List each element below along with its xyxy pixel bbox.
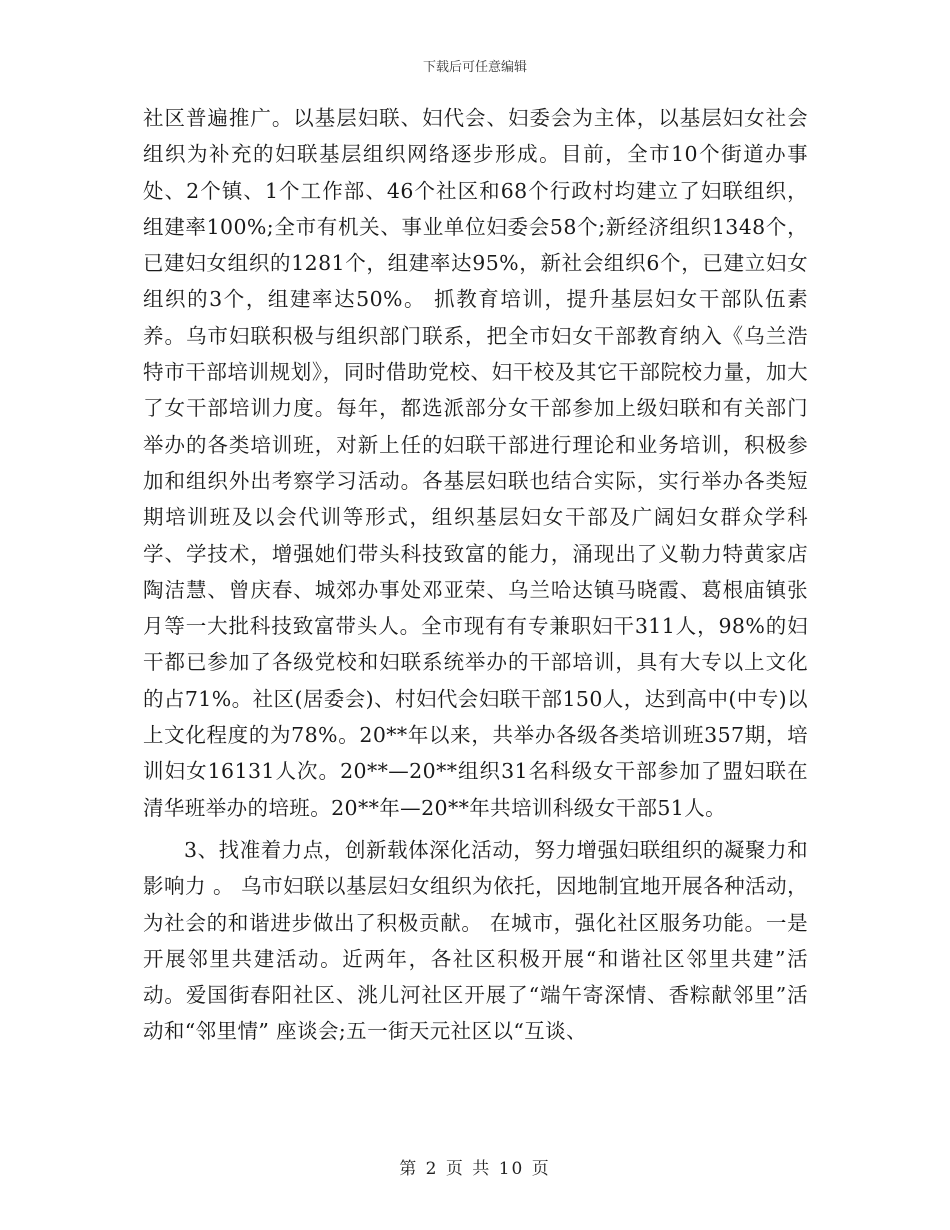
page-number-footer: 第 2 页 共 10 页 — [399, 1159, 551, 1179]
body-paragraph-1: 社区普遍推广。以基层妇联、妇代会、妇委会为主体，以基层妇女社会组织为补充的妇联基层组织网络逐步形成。目前，全市10个街道办事处、2个镇、1个工作部、46个社区和68个行政村均建立了妇联组织，组建率100%;全市有机关、事业单位妇委会58个;新经济组织1348个，已建妇女组织的1281个，组建率达95%，新社会组织6个，已建立妇女组织的3个，组建率达50%。 抓教育培训，提升基层妇女干部队伍素养。乌市妇联积极与组织部门联系，把全市妇女干部教育纳入《乌兰浩特市干部培训规划》，同时借助党校、妇干校及其它干部院校力量，加大了女干部培训力度。每年，都选派部分女干部参加上级妇联和有关部门举办的各类培训班，对新上任的妇联干部进行理论和业务培训，积极参加和组织外出考察学习活动。各基层妇联也结合实际，实行举办各类短期培训班及以会代训等形式，组织基层妇女干部及广阔妇女群众学科学、学技术，增强她们带头科技致富的能力，涌现出了义勒力特黄家店陶洁慧、曾庆春、城郊办事处邓亚荣、乌兰哈达镇马晓霞、葛根庙镇张月等一大批科技致富带头人。全市现有有专兼职妇干311人，98%的妇干都已参加了各级党校和妇联系统举办的干部培训，具有大专以上文化的占71%。社区(居委会)、村妇代会妇联干部150人，达到高中(中专)以上文化程度的为78%。20**年以来，共举办各级各类培训班357期，培训妇女16131人次。20**—20**组织31名科级女干部参加了盟妇联在清华班举办的培班。20**年—20**年共培训科级女干部51人。 — [143, 106, 808, 820]
body-paragraph-2: 3、找准着力点，创新载体深化活动，努力增强妇联组织的凝聚力和影响力 。 乌市妇联以基层妇女组织为依托，因地制宜地开展各种活动，为社会的和谐进步做出了积极贡献。 在城市，强化社区服务功能。一是开展邻里共建活动。近两年，各社区积极开展“和谐社区邻里共建”活动。爱国街春阳社区、洮儿河社区开展了“端午寄深情、香粽献邻里”活动和“邻里情” 座谈会;五一街天元社区以“互谈、 — [143, 837, 808, 1044]
page-header: 下载后可任意编辑 — [422, 60, 527, 75]
document-body — [143, 100, 808, 1050]
